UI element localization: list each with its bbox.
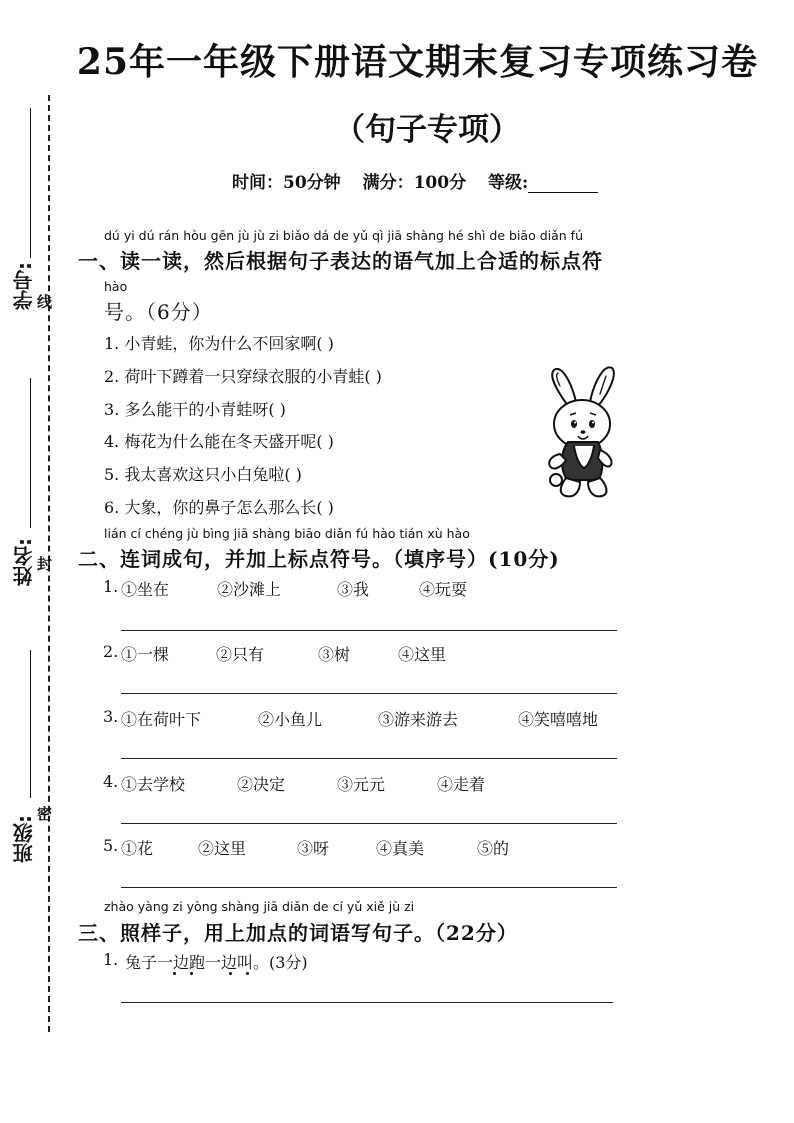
s2-q1-part-4: ④玩耍 [419, 580, 468, 599]
section1-heading: 一、读一读，然后根据句子表达的语气加上合适的标点符 [78, 249, 603, 273]
emphasis-dot [229, 972, 232, 975]
score-label: 满分：100分 [362, 173, 467, 193]
s2-q3-part-1: ①在荷叶下 [121, 710, 202, 729]
page-subtitle: （句子专项） [334, 112, 520, 148]
s2-q5-num: 5. [103, 836, 119, 855]
s2-q1-part-3: ③我 [337, 580, 370, 599]
binding-mark-xian: 线 [35, 294, 53, 309]
section3-pinyin: zhào yàng zi yòng shàng jiā diǎn de cí yǔ xiě jù zi [104, 899, 415, 914]
s2-q1-part-2: ②沙滩上 [217, 580, 282, 599]
s2-q2-num: 2. [103, 642, 119, 661]
s2-q3-part-3: ③游来游去 [378, 710, 459, 729]
s2-q4-answer-line[interactable] [121, 823, 617, 824]
s2-q5-part-1: ①花 [121, 839, 154, 858]
s1-item-2: 2. 荷叶下蹲着一只穿绿衣服的小青蛙( ) [104, 367, 382, 386]
name-label: 姓名: [12, 538, 36, 586]
s1-item-1: 1. 小青蛙，你为什么不回家啊( ) [104, 334, 334, 353]
s2-q3-part-4: ④笑嘻嘻地 [518, 710, 599, 729]
s1-item-3: 3. 多么能干的小青蛙呀( ) [104, 400, 286, 419]
s2-q5-answer-line[interactable] [121, 887, 617, 888]
s2-q5-part-3: ③呀 [297, 839, 330, 858]
s2-q2-part-4: ④这里 [398, 645, 447, 664]
s2-q2-part-3: ③树 [318, 645, 351, 664]
binding-mark-feng: 封 [35, 556, 53, 571]
s2-q4-part-2: ②决定 [237, 775, 286, 794]
s2-q1-part-1: ①坐在 [121, 580, 170, 599]
section1-pinyin-2: hào [104, 279, 128, 294]
grade-label: 等级: [488, 173, 529, 193]
s2-q4-num: 4. [103, 772, 119, 791]
binding-mark-mi: 密 [35, 806, 53, 821]
s2-q1-answer-line[interactable] [121, 630, 617, 631]
s2-q1-num: 1. [103, 577, 119, 596]
emphasis-dot [173, 972, 176, 975]
name-line[interactable] [30, 378, 31, 528]
section1-heading-2: 号。（6分） [104, 300, 213, 324]
page-title: 25年一年级下册语文期末复习专项练习卷 [76, 41, 758, 83]
s1-item-4: 4. 梅花为什么能在冬天盛开呢( ) [104, 432, 334, 451]
class-label: 班级: [12, 815, 36, 863]
s2-q3-num: 3. [103, 707, 119, 726]
grade-blank[interactable] [528, 176, 598, 193]
s3-item-1-text: 兔子一边跑一边叫。(3分) [125, 953, 308, 972]
s2-q3-part-2: ②小鱼儿 [258, 710, 323, 729]
emphasis-dot [246, 972, 249, 975]
s2-q4-part-1: ①去学校 [121, 775, 186, 794]
s3-q1-answer-line[interactable] [121, 1002, 613, 1003]
section2-heading: 二、连词成句，并加上标点符号。（填序号）(10分) [78, 547, 560, 571]
s2-q5-part-5: ⑤的 [477, 839, 510, 858]
time-label: 时间：50分钟 [232, 173, 341, 193]
s3-item-1-num: 1. [103, 950, 119, 969]
class-line[interactable] [30, 650, 31, 798]
exam-info [232, 168, 598, 193]
s2-q2-part-2: ②只有 [216, 645, 265, 664]
s1-item-6: 6. 大象，你的鼻子怎么那么长( ) [104, 498, 334, 517]
s2-q2-answer-line[interactable] [121, 693, 617, 694]
section1-pinyin: dú yi dú rán hòu gēn jù jù zi biǎo dá de yǔ qì jiā shàng hé shì de biāo diǎn fú [104, 228, 584, 243]
student-id-label: 学号: [12, 262, 36, 310]
s2-q2-part-1: ①一棵 [121, 645, 170, 664]
s2-q4-part-4: ④走着 [437, 775, 486, 794]
s2-q4-part-3: ③元元 [337, 775, 386, 794]
s2-q5-part-4: ④真美 [376, 839, 425, 858]
s2-q5-part-2: ②这里 [198, 839, 247, 858]
student-id-line[interactable] [30, 108, 31, 258]
bunny-illustration [538, 362, 628, 504]
section2-pinyin: lián cí chéng jù bìng jiā shàng biāo diǎn fú hào tián xù hào [104, 526, 470, 541]
s1-item-5: 5. 我太喜欢这只小白兔啦( ) [104, 465, 302, 484]
section3-heading: 三、照样子，用上加点的词语写句子。（22分） [78, 921, 518, 945]
emphasis-dot [190, 972, 193, 975]
s2-q3-answer-line[interactable] [121, 758, 617, 759]
